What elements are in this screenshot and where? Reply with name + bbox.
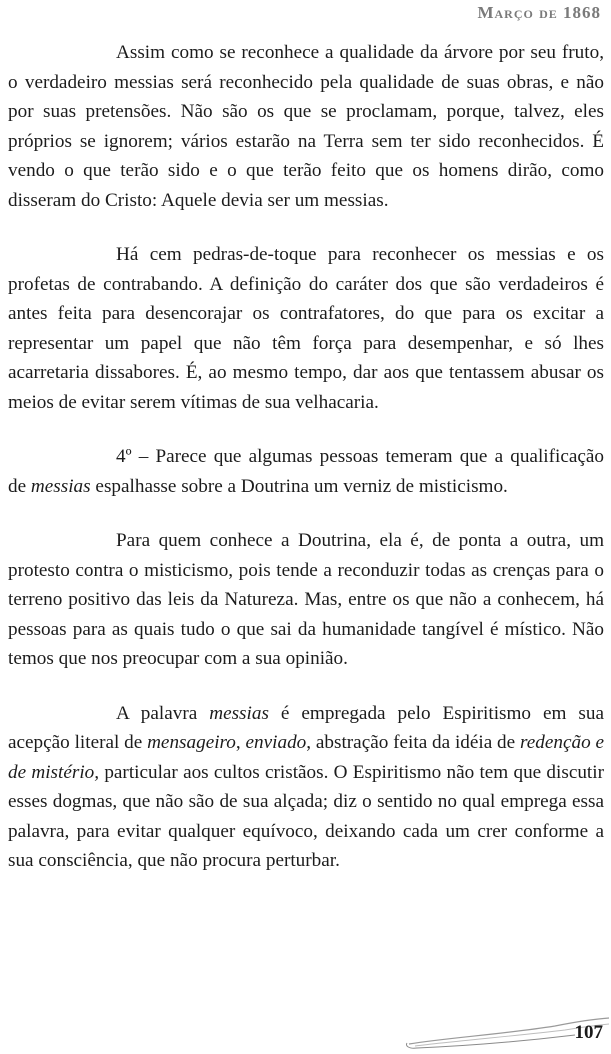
italic-term: messias [30,475,91,497]
paragraph-text: , [235,732,246,753]
paragraph-text: Há cem pedras-de-toque para reconhecer os messias e os profetas de contrabando. A definição do caráter dos que são verdadeiros é antes feita para desencorajar os contrafatores, do que para os excitar a representar um papel que não têm força para desempenhar, e só lhes acarretaria dissabores. É, ao mesmo tempo, dar aos que tentassem abusar os meios de evitar serem vítimas de sua velhacaria. [8,244,604,413]
paragraph [8,38,604,215]
paragraph [8,240,604,417]
paragraph-text: Para quem conhece a Doutrina, ela é, de ponta a outra, um protesto contra o misticismo, pois tende a reconduzir todas as crenças para o terreno positivo das leis da Natureza. Mas, entre os que não a conhecem, há pessoas para as quais tudo o que sai da humanidade tangível é místico. Não temos que nos preocupar com a sua opinião. [8,530,604,669]
paragraph-text: , abstração feita da idéia de [306,732,520,753]
italic-term: messias [209,702,269,724]
italic-term: mensageiro [147,732,236,753]
paragraph [8,699,604,876]
italic-term: enviado [245,732,307,753]
paragraph-text: A palavra [116,702,210,724]
paragraph-text: espalhasse sobre a Doutrina um verniz de misticismo. [90,475,508,497]
paragraph [8,526,604,674]
swoosh-stroke [406,1035,575,1048]
page-number: 107 [574,1022,603,1043]
paragraph [8,442,604,501]
italic-term: redenção e de mistério, [8,732,604,783]
paragraph-text: 4º – Parece que algumas pessoas temeram que a qualificação de [8,446,604,497]
paragraph-text: particular aos cultos cristãos. O Espiritismo não tem que discutir esses dogmas, que não são de sua alçada; diz o sentido no qual emprega essa palavra, para evitar qualquer equívoco, deixando cada um crer conforme a sua consciência, que não procura perturbar. [8,761,604,871]
page-body [8,38,604,901]
running-header: Março de 1868 [477,3,601,22]
paragraph-text: é empregada pelo Espiritismo em sua acepção literal de [8,702,604,753]
paragraph-text: Assim como se reconhece a qualidade da árvore por seu fruto, o verdadeiro messias será reconhecido pela qualidade de suas obras, e não por suas pretensões. Não são os que se proclamam, porque, talvez, eles próprios se ignorem; vários estarão na Terra sem ter sido reconhecidos. É vendo o que terão sido e o que terão feito que os homens dirão, como disseram do Cristo: Aquele devia ser um messias. [8,42,604,211]
